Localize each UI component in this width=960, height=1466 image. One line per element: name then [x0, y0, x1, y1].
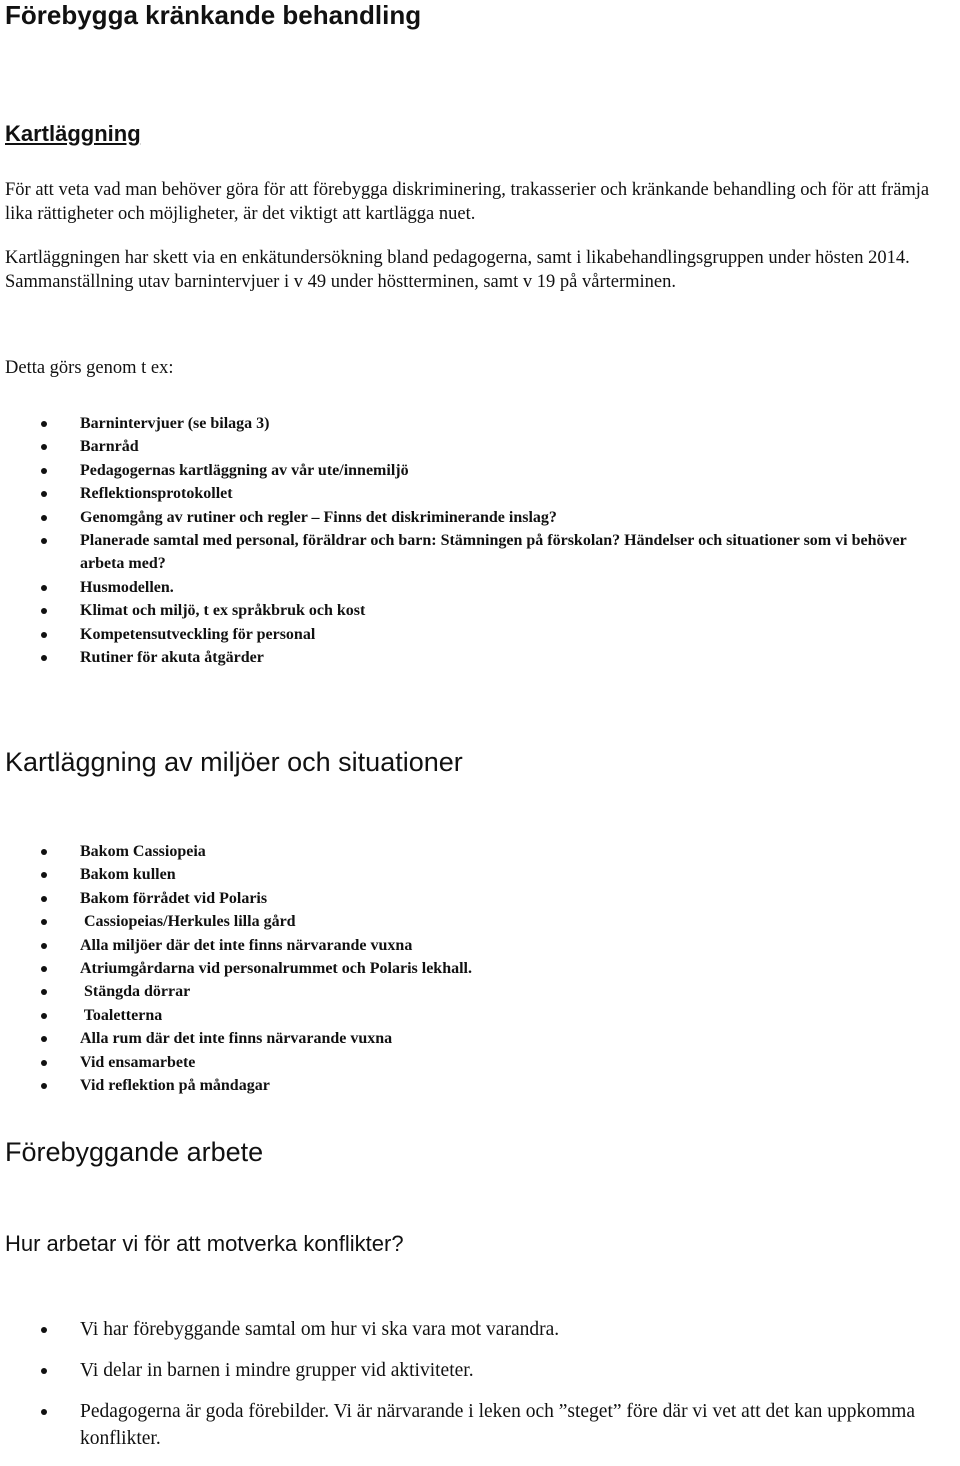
list-item: Barnintervjuer (se bilaga 3)	[0, 412, 940, 435]
list-item: Genomgång av rutiner och regler – Finns det diskriminerande inslag?	[0, 506, 940, 529]
section-heading-miljoer: Kartläggning av miljöer och situationer	[5, 747, 463, 777]
list-item: Planerade samtal med personal, föräldrar och barn: Stämningen på förskolan? Händelser och situationer som vi behöver arbeta med?	[0, 529, 940, 576]
list-item: Vi har förebyggande samtal om hur vi ska vara mot varandra.	[0, 1316, 940, 1343]
list-item: Bakom kullen	[0, 863, 940, 886]
list-item: Barnråd	[0, 435, 940, 458]
paragraph-intro: För att veta vad man behöver göra för att förebygga diskriminering, trakasserier och kränkande behandling och för att främja lika rättigheter och möjligheter, är det viktigt att kartlägga nuet.	[5, 180, 930, 224]
document-title: Förebygga kränkande behandling	[5, 0, 422, 30]
list-item: Pedagogerna är goda förebilder. Vi är närvarande i leken och ”steget” före där vi vet att det kan uppkomma konflikter.	[0, 1398, 940, 1452]
list-item: Stängda dörrar	[0, 980, 940, 1003]
list-item: Vi delar in barnen i mindre grupper vid aktiviteter.	[0, 1357, 940, 1384]
list-item: Atriumgårdarna vid personalrummet och Polaris lekhall.	[0, 957, 940, 980]
forebyggande-list	[0, 1316, 940, 1466]
kartlaggning-method-list	[0, 412, 940, 669]
list-item: Pedagogernas kartläggning av vår ute/innemiljö	[0, 459, 940, 482]
miljoer-list	[0, 840, 940, 1097]
paragraph-kartlaggning-method: Kartläggningen har skett via en enkätundersökning bland pedagogerna, samt i likabehandlingsgruppen under hösten 2014. Sammanställning utav barnintervjuer i v 49 under höstterminen, samt v 19 på vårterminen.	[5, 248, 910, 292]
section-heading-forebyggande: Förebyggande arbete	[5, 1137, 264, 1167]
list-item: Kompetensutveckling för personal	[0, 623, 940, 646]
list-item: Rutiner för akuta åtgärder	[0, 646, 940, 669]
list-item: Reflektionsprotokollet	[0, 482, 940, 505]
list-item: Alla miljöer där det inte finns närvarande vuxna	[0, 934, 940, 957]
list-item: Alla rum där det inte finns närvarande vuxna	[0, 1027, 940, 1050]
list-item: Vid ensamarbete	[0, 1051, 940, 1074]
list-item: Vid reflektion på måndagar	[0, 1074, 940, 1097]
list-item: Klimat och miljö, t ex språkbruk och kost	[0, 599, 940, 622]
list-item: Husmodellen.	[0, 576, 940, 599]
subheading-konflikter: Hur arbetar vi för att motverka konflikter?	[5, 1231, 404, 1256]
section-heading-kartlaggning: Kartläggning	[5, 121, 141, 146]
list-item: Bakom förrådet vid Polaris	[0, 887, 940, 910]
list-item: Cassiopeias/Herkules lilla gård	[0, 910, 940, 933]
list-intro-text: Detta görs genom t ex:	[5, 358, 174, 378]
list-item: Toaletterna	[0, 1004, 940, 1027]
list-item: Bakom Cassiopeia	[0, 840, 940, 863]
